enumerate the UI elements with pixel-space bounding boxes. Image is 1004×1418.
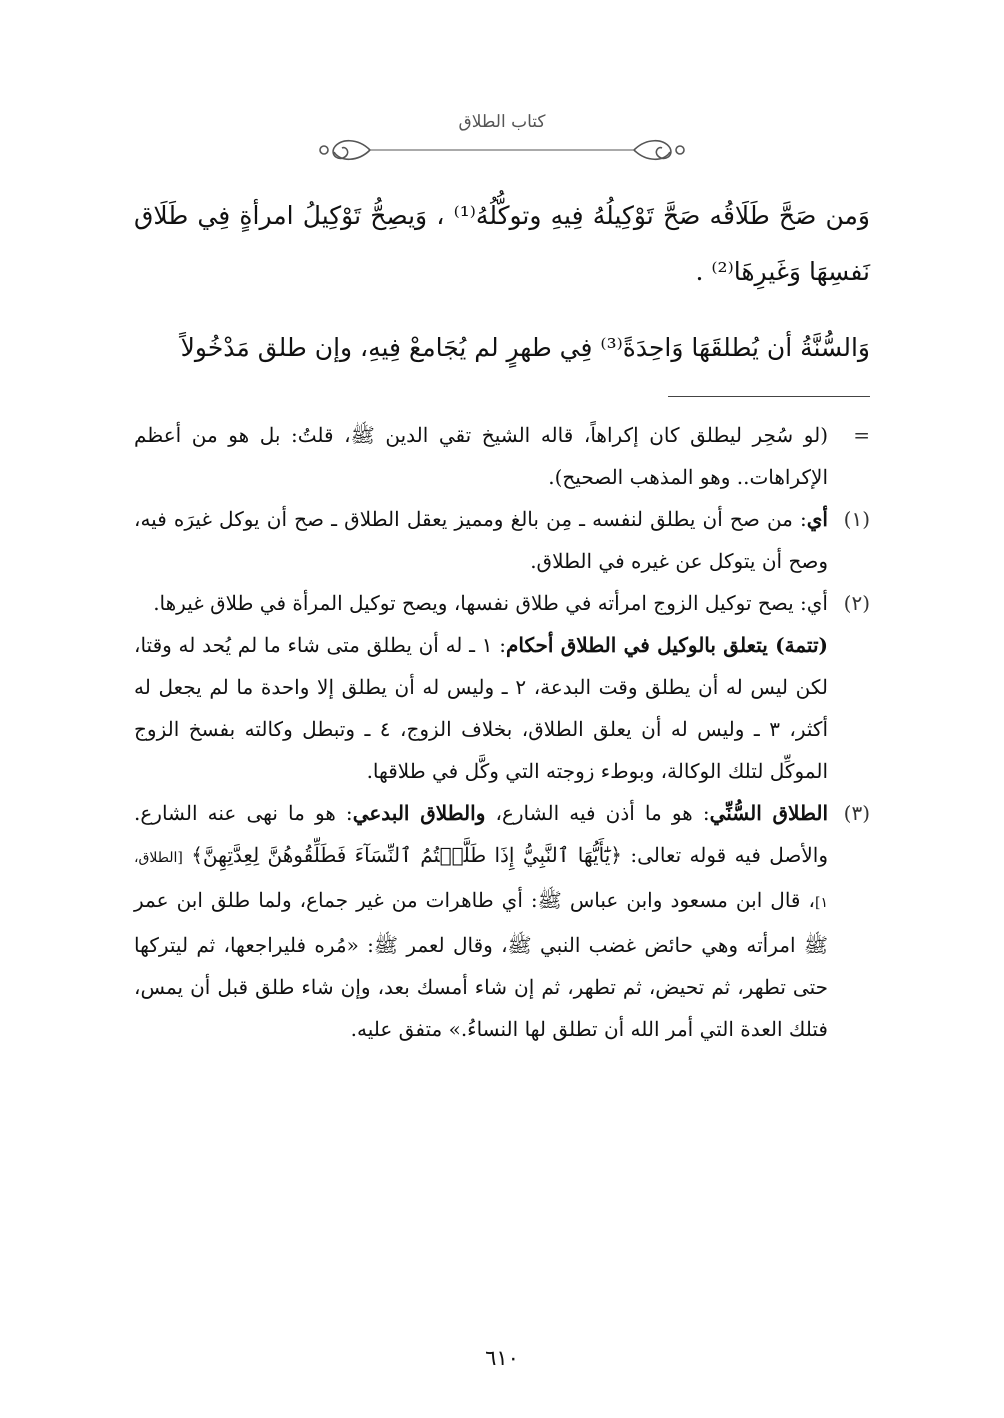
footnote-number: (٢) (843, 591, 870, 615)
page-number: ٦١٠ (485, 1346, 519, 1370)
footnote-continuation (134, 414, 870, 498)
footnote-body: : هو ما أذن فيه الشارع، (485, 801, 710, 825)
page-header (0, 112, 1004, 132)
footnote-2 (134, 582, 870, 792)
footnote-lead: أي (806, 507, 828, 531)
footnote-body: : ١ ـ له أن يطلق متى شاء ما لم يُحد له وقتا، لكن ليس له أن يطلق وقت البدعة، ٢ ـ وليس له أن يطلق إلا واحدة ما لم يجعل له أكثر، ٣ ـ وليس له أن يعلق الطلاق، بخلاف الزوج، ٤ ـ وتبطل وكالته بفسخ الزوج الموكِّل لتلك الوكالة، وبوطء زوجته التي وكَّل في طلاقها. (134, 633, 828, 783)
footnote-text (134, 792, 828, 1050)
main-paragraph: وَمن صَحَّ طَلَاقُه صَحَّ تَوْكِيلُهُ فِيهِ وتوكُّلُهُ⁽¹⁾ ، وَيصِحُّ تَوْكِيلُ امرأةٍ فِي طَلَاق نَفسِهَا وَغَيرِهَا⁽²⁾ . (134, 201, 870, 286)
footnote-divider (668, 396, 870, 397)
footnote-body: : هو ما نهى عنه الشارع. والأصل فيه قوله تعالى: ﴿يَٰٓأَيُّهَا ٱلنَّبِيُّ إِذَا طَلَّقۡتُمُ ٱلنِّسَآءَ فَطَلِّقُوهُنَّ لِعِدَّتِهِنَّ﴾ (134, 801, 828, 867)
footnote-number: (١) (843, 507, 870, 531)
footnote-text: (لو سُحِر ليطلق كان إكراهاً، قاله الشيخ تقي الدين ﷺ، قلتُ: بل هو من أعظم الإكراهات.. وهو المذهب الصحيح). (134, 423, 828, 489)
footnote-body: ، قال ابن مسعود وابن عباس ﷺ: أي طاهرات من غير جماع، ولما طلق ابن عمر ﷺ امرأته وهي حائض غضب النبي ﷺ، وقال لعمر ﷺ: «مُره فليراجعها، ثم ليتركها حتى تطهر، ثم تحيض، ثم تطهر، ثم إن شاء أمسك بعد، وإن شاء طلق قبل أن يمس، فتلك العدة التي أمر الله أن تطلق لها النساءُ.» متفق عليه. (134, 888, 828, 1041)
main-text (134, 188, 870, 376)
quran-reference: [الطلاق، ١] (134, 850, 828, 911)
footnote-lead: (تتمة) يتعلق بالوكيل في الطلاق أحكام (505, 633, 828, 657)
footnote-body: : من صح أن يطلق لنفسه ـ مِن بالغ ومميز يعقل الطلاق ـ صح أن يوكل غيرَه فيه، وصح أن يتوكل عن غيره في الطلاق. (134, 507, 828, 573)
footnote-text (134, 498, 828, 582)
continuation-mark: = (853, 423, 870, 447)
footnote-3 (134, 792, 870, 1050)
header-ornament (310, 130, 694, 170)
footnote-number: (٣) (843, 801, 870, 825)
footnote-1 (134, 498, 870, 582)
running-title: كتاب الطلاق (458, 112, 546, 132)
footnotes (134, 414, 870, 1050)
footnote-lead: الطلاق السُّنِّي (709, 801, 829, 825)
footnote-text (134, 624, 828, 792)
footnote-lead: والطلاق البدعي (352, 801, 486, 825)
footnote-text: أي: يصح توكيل الزوج امرأته في طلاق نفسها، ويصح توكيل المرأة في طلاق غيرها. (153, 591, 828, 615)
main-paragraph: وَالسُّنَّةُ أن يُطلقَهَا وَاحِدَةً⁽³⁾ فِي طهرٍ لم يُجَامعْ فِيهِ، وإن طلق مَدْخُولاً (180, 333, 870, 362)
